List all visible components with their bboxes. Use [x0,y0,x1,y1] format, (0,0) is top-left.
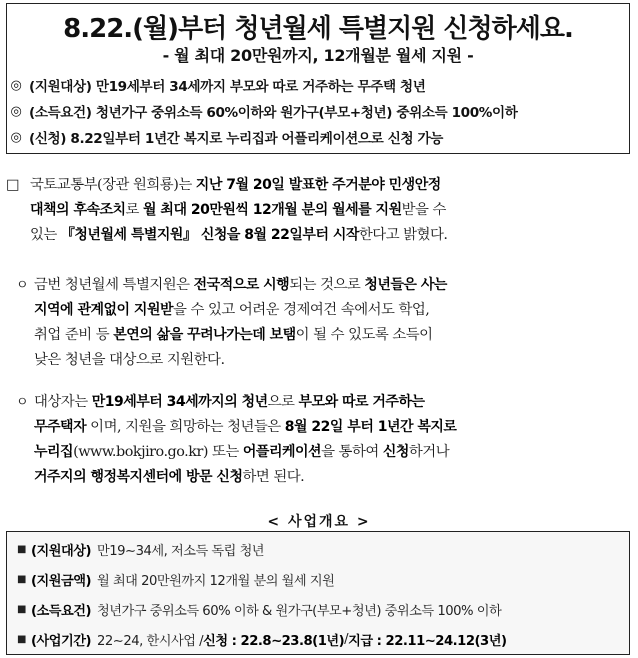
paragraph-line [34,273,630,298]
square-bullet-icon: ■ [17,633,26,645]
body-text: 월 최대 20만원까지 12개월 분의 월세 지원 [97,573,335,589]
body-text: 대상자는 [34,394,92,410]
emphasized-text: 어플리케이션 [242,444,322,460]
emphasized-text: 부모와 따로 거주하는 [298,394,425,410]
paragraph-line [30,223,630,248]
summary-title: < 사업개요 > [267,514,371,530]
emphasized-text: 전국적으로 시행 [193,277,290,293]
emphasized-text: 무주택자 [34,419,87,435]
body-text: 로 [125,202,144,218]
paragraph-line [30,198,630,223]
summary-row [17,599,501,619]
body-text: 금번 청년월세 특별지원은 [34,277,194,293]
emphasized-text: 대책의 후속조치 [30,202,126,218]
summary-row-label: (지원금액) [31,573,92,589]
emphasized-text: 누리집 [34,444,74,460]
headline-bullet-text: (소득요건) 청년가구 중위소득 60%이하와 원가구(부모+청년) 중위소득 100%이하 [29,105,518,121]
headline-bullet-text: (지원대상) 만19세부터 34세까지 부모와 따로 거주하는 무주택 청년 [29,79,426,95]
emphasized-text: 거주지의 행정복지센터에 방문 신청 [34,469,243,485]
body-text: 있는 [30,227,61,243]
body-text: 되는 것으로 [289,277,365,293]
emphasized-text: 지역에 관계없이 지원받 [34,302,173,318]
body-text: / [344,631,349,647]
body-text: 이 될 수 있도록 소득이 [295,327,433,343]
headline-bullets [9,72,627,150]
headline-bullet [9,98,627,124]
square-bullet-icon: □ [6,177,20,193]
square-bullet-icon: ■ [17,573,26,585]
body-text: 취업 준비 등 [34,327,114,343]
body-text: 하거나 [408,444,450,460]
square-bullet-icon: ■ [17,543,26,555]
body-text: 이며, 지원을 희망하는 청년들은 [86,419,285,435]
emphasized-text: 만19세부터 34세까지의 청년 [91,394,268,410]
body-text: 받을 수 [401,202,446,218]
body-text: 만19∼34세, 저소득 독립 청년 [97,543,265,559]
circle-bullet-icon: ㅇ [16,395,29,410]
headline-title: 8.22.(월)부터 청년월세 특별지원 신청하세요. [63,14,573,44]
paragraph-line [34,465,630,490]
body-text: 을 통하여 [321,444,383,460]
paragraph-line [34,440,630,465]
emphasized-text: 청년들은 사는 [364,277,447,293]
summary-row-label: (지원대상) [31,543,92,559]
body-text: 낮은 청년을 대상으로 지원한다. [34,352,225,368]
emphasized-text: 지난 7월 20일 발표한 주거분야 민생안정 [195,177,441,193]
paragraph-line [34,298,630,323]
paragraph-line [34,415,630,440]
emphasized-text: 신청 : 22.8∼23.8(1년) [203,633,345,649]
body-text: (www.bokjiro.go.kr) 또는 [73,444,243,460]
body-text: 으로 [267,394,299,410]
body-text: 한다고 밝혔다. [358,227,448,243]
paragraph-line [34,390,630,415]
body-text: 을 수 있고 어려운 경제여건 속에서도 학업, [173,302,430,318]
summary-row-label: (소득요건) [31,603,92,619]
paragraph-line [34,323,630,348]
body-text: 청년가구 중위소득 60% 이하 & 원가구(부모+청년) 중위소득 100% 이하 [97,603,502,619]
paragraph-line [34,348,630,373]
body-text: 22∼24, 한시사업 / [97,633,204,649]
summary-row [17,569,334,589]
emphasized-text: 지급 : 22.11∼24.12(3년) [348,633,507,649]
headline-bullet [9,72,627,98]
headline-box [6,3,630,154]
headline-bullet [9,124,627,150]
double-circle-icon: ◎ [10,129,22,145]
summary-row [17,539,264,559]
headline-bullet-text: (신청) 8.22일부터 1년간 복지로 누리집과 어플리케이션으로 신청 가능 [29,131,443,147]
headline-subtitle: - 월 최대 20만원까지, 12개월분 월세 지원 - [162,46,474,65]
double-circle-icon: ◎ [10,77,22,93]
summary-box [6,531,630,655]
body-text: 하면 된다. [242,469,305,485]
paragraph-line [30,173,630,198]
square-bullet-icon: ■ [17,603,26,615]
circle-bullet-icon: ㅇ [16,278,29,293]
summary-row [17,629,506,649]
emphasized-text: 『청년월세 특별지원』 신청을 8월 22일부터 시작 [60,227,359,243]
emphasized-text: 본연의 삶을 꾸려나가는데 보탬 [113,327,296,343]
double-circle-icon: ◎ [10,103,22,119]
body-text: 국토교통부(장관 원희룡)는 [30,177,196,193]
emphasized-text: 8월 22일 부터 1년간 복지로 [284,419,457,435]
summary-row-label: (사업기간) [31,633,92,649]
emphasized-text: 신청 [382,444,409,460]
emphasized-text: 월 최대 20만원씩 12개월 분의 월세를 지원 [143,202,402,218]
